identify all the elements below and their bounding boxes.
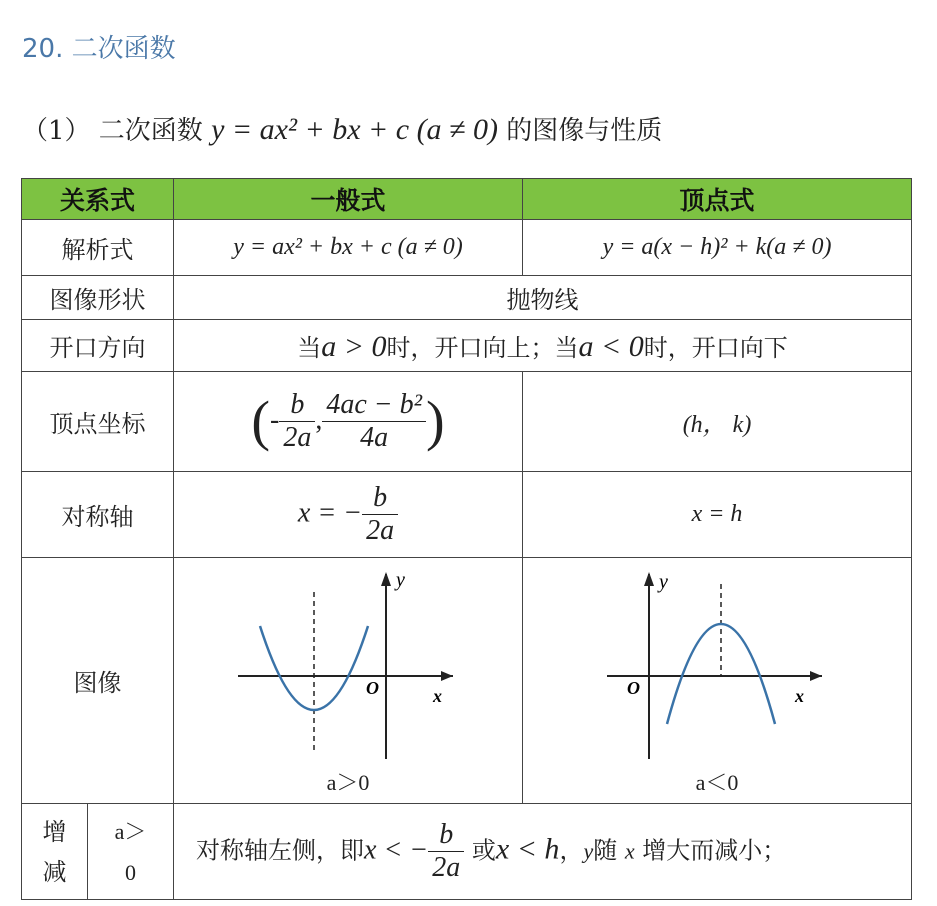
subtitle [22,110,662,147]
analytic-general: y = ax² + bx + c (a ≠ 0) [174,220,523,276]
y-axis-label: y [396,569,405,591]
monotone-label-b: 减 [42,857,67,886]
y-axis-arrow-icon [381,572,391,586]
monotone-tail: 增大而减小； [642,836,787,865]
axis-general-prefix: x = − [297,497,363,529]
vertex-x-fraction [279,389,315,454]
upward-parabola-graph [228,564,468,764]
monotone-ineq2: x < h [495,832,560,866]
monotone-fraction [428,819,464,884]
subtitle-suffix: 的图像与性质 [506,116,663,146]
monotone-y-var: y [583,838,594,864]
monotone-mid: 随 [593,836,618,865]
monotone-cond-b: 0 [125,859,136,885]
row-label-shape: 图像形状 [22,276,174,320]
header-general: 一般式 [174,179,523,220]
y-axis-label: y [659,571,668,593]
monotone-condition [88,804,174,900]
header-vertex: 顶点式 [523,179,912,220]
vertex-x-sign: - [269,404,280,436]
x-axis-label: x [433,686,443,706]
monotone-label-a: 增 [42,817,67,846]
subtitle-prefix: （1） 二次函数 [22,116,203,146]
monotone-den: 2a [432,852,461,883]
origin-label: O [366,678,380,698]
vertex-coord-vertex: (h， k) [523,372,912,472]
axis-general [174,472,523,558]
opening-cond1: a > 0 [321,329,387,363]
monotone-num: b [428,819,464,852]
vertex-y-num: 4ac − b² [322,389,426,422]
axis-num: b [362,482,398,515]
graph-upward-cell [174,558,523,804]
y-axis-arrow-icon [644,572,654,586]
vertex-x-num: b [279,389,315,422]
x-axis-arrow-icon [441,671,453,681]
row-label-monotone [22,804,88,900]
properties-table [21,178,912,900]
x-axis-label: x [795,686,805,706]
upward-caption: a＞0 [326,770,370,795]
opening-cond2: a < 0 [578,329,644,363]
row-label-opening: 开口方向 [22,320,174,372]
analytic-vertex: y = a(x − h)² + k(a ≠ 0) [523,220,912,276]
opening-pre: 当 [297,333,322,362]
downward-parabola-graph [597,564,837,764]
axis-general-fraction [362,482,398,547]
opening-value [174,320,912,372]
graph-downward-cell [523,558,912,804]
row-label-vertex-coord: 顶点坐标 [22,372,174,472]
row-label-axis: 对称轴 [22,472,174,558]
section-title: 20. 二次函数 [22,34,176,64]
downward-caption: a＜0 [695,770,739,795]
vertex-y-fraction [322,389,426,454]
monotone-ineq1-prefix: x < − [364,834,429,866]
monotone-text [174,804,912,900]
subtitle-formula: y = ax² + bx + c (a ≠ 0) [211,113,499,146]
vertex-y-den: 4a [360,422,389,453]
monotone-x-var: x [624,838,635,864]
vertex-x-den: 2a [283,422,312,453]
monotone-or: 或 [471,836,496,865]
row-label-analytic: 解析式 [22,220,174,276]
monotone-cond-a: a＞ [114,818,147,844]
monotone-pre: 对称轴左侧，即 [196,836,365,865]
monotone-comma: ， [559,836,584,865]
vertex-coord-general: (- $\frac{b}{2a}$ , $\frac{\text{4ac − b²}}{4a}$ ) [174,372,523,472]
opening-mid1: 时，开口向上；当 [386,333,579,362]
axis-vertex: x = h [523,472,912,558]
x-axis-arrow-icon [810,671,822,681]
origin-label: O [627,678,641,698]
header-relation: 关系式 [22,179,174,220]
row-label-graph: 图像 [22,558,174,804]
axis-den: 2a [366,515,395,546]
shape-value: 抛物线 [174,276,912,320]
opening-mid2: 时，开口向下 [643,333,788,362]
